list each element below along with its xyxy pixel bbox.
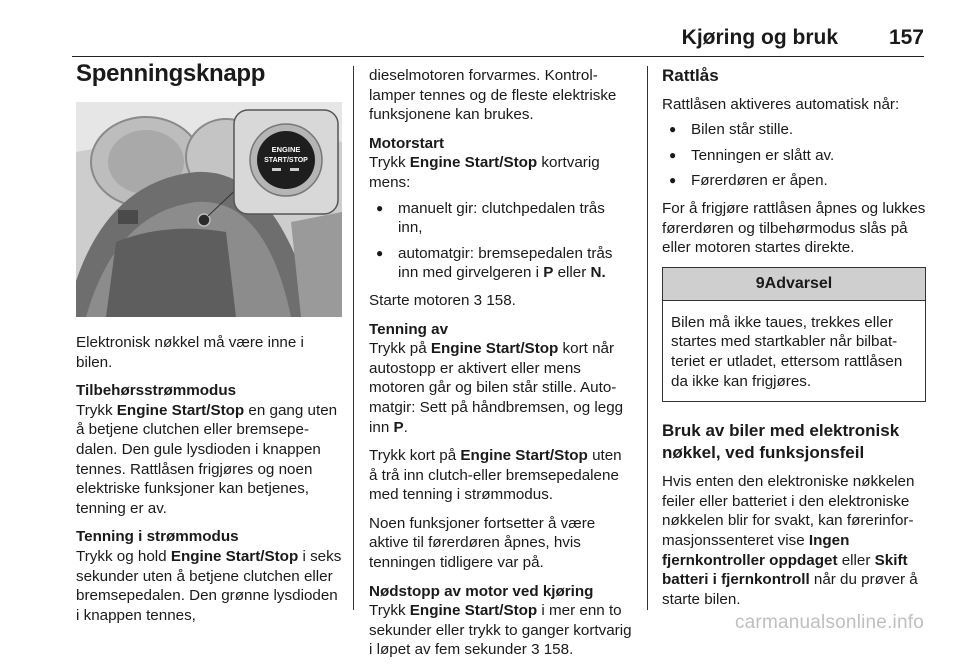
steering-lock-title: Rattlås: [662, 66, 719, 85]
emergency-stop-paragraph: [369, 582, 633, 660]
engine-start-stop-label: Engine Start/Stop: [116, 401, 245, 419]
header-rule: [72, 56, 924, 57]
engine-start-stop-label: Engine Start/Stop: [430, 340, 559, 358]
steering-lock-conditions: [662, 120, 928, 191]
list-item: ● Førerdøren er åpen.: [662, 171, 928, 191]
watermark: carmanualsonline.info: [734, 612, 924, 633]
column-3: [662, 66, 928, 618]
ignition-off-paragraph: [369, 320, 633, 438]
functions-active-paragraph: Noen funksjoner fortsetter å være aktive til førerdøren åpnes, hvis tenningen tidligere var på.: [369, 514, 596, 572]
list-item: ● Bilen står stille.: [662, 120, 928, 140]
column-divider-2: [647, 66, 648, 610]
subheading-emergency-stop: Nødstopp av motor ved kjøring: [369, 582, 594, 600]
text-fragment: når du prøver å starte bilen.: [662, 571, 918, 608]
engine-start-stop-label: Engine Start/Stop: [409, 154, 538, 172]
engine-start-stop-label: Engine Start/Stop: [409, 602, 538, 620]
engine-start-stop-label: Engine Start/Stop: [170, 547, 299, 565]
text-fragment: Trykk og hold: [76, 547, 171, 565]
text-fragment: Trykk kort på: [369, 447, 461, 465]
running-title: Kjøring og bruk: [681, 26, 838, 49]
engine-start-paragraph: [369, 134, 633, 193]
steering-lock-intro: Rattlåsen aktiveres automatisk når:: [662, 95, 900, 113]
button-line-1: ENGINE: [271, 145, 301, 154]
release-lock-paragraph: For å frigjøre rattlåsen åpnes og lukkes førerdøren og tilbehørmodus slås på eller motoren startes direkte.: [662, 199, 926, 257]
text-fragment: i mer enn to sekunder eller trykk to ganger kortvarig i løpet av fem sekunder 3 158.: [369, 602, 632, 659]
text-fragment: Trykk: [369, 154, 410, 172]
subheading-ignition-off: Tenning av: [369, 320, 449, 338]
text-fragment: i seks sekunder uten å betjene clutchen eller bremsepedalen. Den grønne lysdioden i knappen tennes,: [76, 547, 342, 624]
electronic-key-fault-paragraph: [662, 472, 928, 609]
subheading-engine-start: Motorstart: [369, 134, 445, 152]
gear-p-label: P: [393, 418, 404, 436]
message-no-remote: Ingen fjernkontroller oppdaget: [662, 531, 850, 569]
text-fragment: Trykk på: [369, 340, 431, 358]
text-fragment: Hvis enten den elektroniske nøkkelen feiler eller batteriet i den elektroniske nøkkelen blir for svakt, kan førerinformasjonssenteret vise: [662, 473, 915, 549]
gear-n-label: N.: [590, 264, 606, 282]
warning-icon: 9: [755, 274, 765, 292]
column-1: [76, 62, 342, 634]
text-fragment: Trykk: [369, 602, 410, 620]
text-fragment: kort når autostopp er aktivert eller mens motoren går og bilen står stille. Automatgir: Sett på håndbremsen, og legg inn: [369, 340, 624, 436]
intro-paragraph: Elektronisk nøkkel må være inne i bilen.: [76, 334, 304, 371]
gear-p-label: P: [543, 264, 554, 282]
dashboard-illustration: [76, 102, 342, 317]
text-fragment: .: [403, 418, 408, 436]
start-conditions-list: [369, 199, 633, 283]
list-item: [369, 244, 633, 283]
text-fragment: Trykk: [76, 401, 117, 419]
text-fragment: en gang uten å betjene clutchen eller bremsepedalen. Den gule lysdioden i knappen tennes. Rattlåsen frigjøres og noen elektriske funksjoner kan betjenes, tenning er av.: [76, 401, 338, 517]
warning-box: [662, 267, 926, 402]
text-fragment: uten å trå inn clutch-eller bremsepedalene med tenning i strømmodus.: [369, 447, 622, 504]
warning-header: [663, 268, 925, 301]
text-fragment: eller: [553, 264, 591, 282]
accessory-mode-paragraph: [76, 381, 342, 518]
warning-title: Advarsel: [764, 274, 833, 292]
dashboard-photo: [76, 102, 342, 317]
page-number: 157: [888, 26, 924, 49]
button-line-2: START/STOP: [264, 157, 308, 164]
list-item: ● Tenningen er slått av.: [662, 146, 928, 166]
subheading-accessory-mode: Tilbehørsstrømmodus: [76, 382, 237, 400]
subheading-ignition-mode: Tenning i strømmodus: [76, 528, 239, 546]
text-fragment: automatgir: bremsepedalen trås inn med girvelgeren i: [398, 244, 613, 282]
message-replace-battery: Skift batteri i fjernkontroll: [662, 551, 908, 589]
ignition-mode-paragraph: [76, 527, 342, 625]
engine-start-stop-label: Engine Start/Stop: [460, 447, 588, 465]
column-2: [369, 66, 633, 669]
page-header: [0, 0, 960, 54]
text-fragment: eller: [837, 551, 875, 569]
column-divider-1: [353, 66, 354, 610]
section-title: Spenningsknapp: [76, 60, 266, 87]
short-press-paragraph: [369, 446, 633, 505]
start-reference-link[interactable]: Starte motoren 3 158.: [369, 291, 516, 309]
text-fragment: kortvarig mens:: [369, 154, 600, 191]
warning-text: Bilen må ikke taues, trekkes eller startes med startkabler når bilbatteriet er utladet, ettersom rattlåsen da ikke kan frigjøres.: [671, 313, 903, 390]
list-item: ● manuelt gir: clutchpedalen trås inn,: [369, 199, 633, 238]
electronic-key-fault-title: Bruk av biler med elektronisk nøkkel, ved funksjonsfeil: [662, 421, 900, 463]
continued-paragraph: dieselmotoren forvarmes. Kontrollamper tennes og de fleste elektriske funksjonene kan brukes.: [369, 67, 617, 124]
